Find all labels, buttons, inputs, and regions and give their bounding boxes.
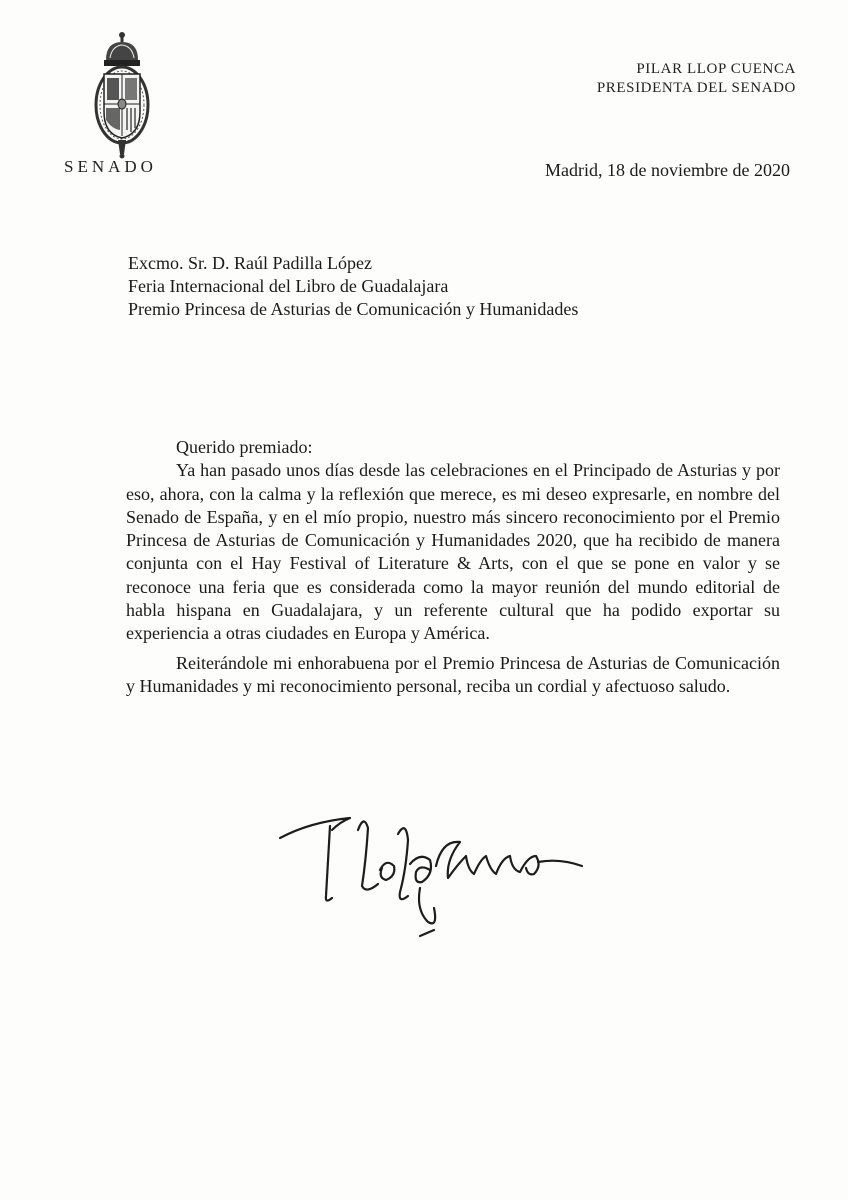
letter-date: Madrid, 18 de noviembre de 2020 bbox=[545, 160, 790, 180]
sender-title: PRESIDENTA DEL SENADO bbox=[596, 80, 796, 96]
paragraph: Reiterándole mi enhorabuena por el Premio Princesa de Asturias de Comunicación y Humanidades y mi reconocimiento personal, reciba un cordial y afectuoso saludo. bbox=[126, 652, 780, 696]
recipient-line: Excmo. Sr. D. Raúl Padilla López bbox=[128, 253, 372, 273]
coat-of-arms-icon bbox=[92, 30, 152, 160]
handwritten-signature bbox=[270, 800, 600, 950]
paragraph: Ya han pasado unos días desde las celebraciones en el Principado de Asturias y por eso, ahora, con la calma y la reflexión que merece, es mi deseo expresarle, en nombre del Senado de España, y en el mío propio, nuestro más sincero reconocimiento por el Premio Princesa de Asturias de Comunicación y Humanidades 2020, que ha recibido de manera conjunta con el Hay Festival of Literature & Arts, con el que se pone en valor y se reconoce una feria que es considerada como la mayor reunión del mundo editorial de habla hispana en Guadalajara, y un referente cultural que ha podido exportar su experiencia a otras ciudades en Europa y América. bbox=[126, 460, 780, 644]
greeting: Querido premiado: bbox=[176, 437, 313, 457]
recipient-line: Feria Internacional del Libro de Guadalajara bbox=[128, 276, 449, 296]
recipient-address bbox=[128, 252, 578, 321]
letter-body bbox=[126, 436, 780, 698]
recipient-line: Premio Princesa de Asturias de Comunicación y Humanidades bbox=[128, 299, 579, 319]
institution-name: SENADO bbox=[64, 157, 157, 176]
sender-name: PILAR LLOP CUENCA bbox=[636, 61, 796, 77]
sender-block bbox=[597, 60, 796, 98]
